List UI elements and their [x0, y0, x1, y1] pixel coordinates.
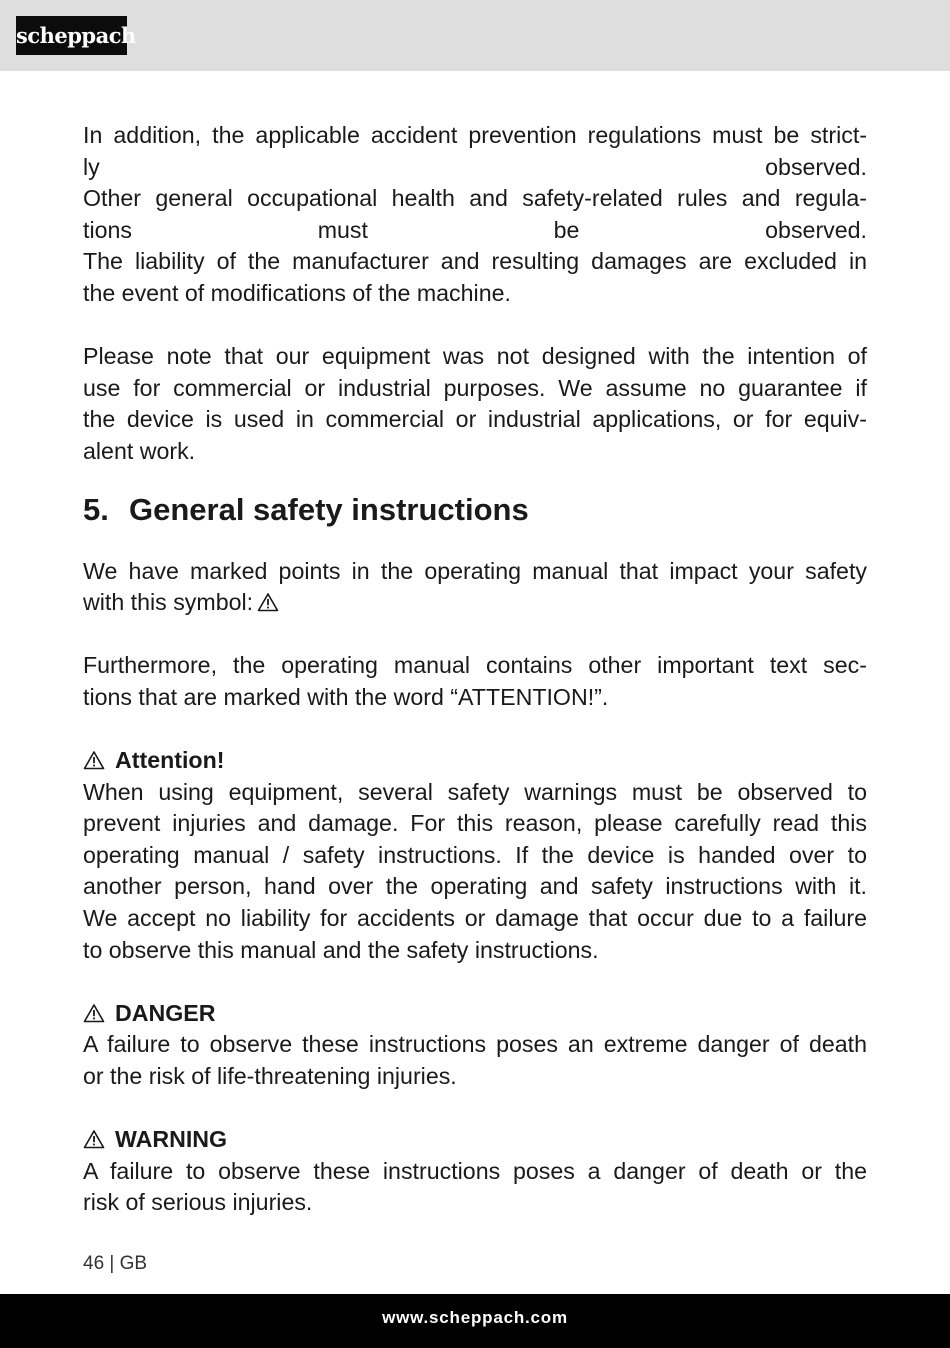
paragraph-regulations: [83, 120, 867, 310]
page-footer: [0, 1294, 950, 1348]
text-line: In addition, the applicable accident prevention regulations must be strict-: [83, 122, 867, 148]
page-number: [83, 1253, 147, 1275]
paragraph-danger: [83, 1029, 867, 1092]
page-number-value: 46: [83, 1253, 105, 1274]
text-line: We accept no liability for accidents or damage that occur due to a failure: [83, 905, 867, 932]
main-content: [83, 120, 867, 1219]
attention-label-text: Attention!: [115, 747, 225, 774]
section-number: 5.: [83, 491, 109, 527]
text-line: to observe this manual and the safety instructions.: [83, 936, 599, 963]
danger-label-text: DANGER: [115, 999, 216, 1026]
warning-triangle-icon: [83, 1003, 105, 1023]
text-line: Other general occupational health and safety-related rules and regula-: [83, 185, 867, 212]
paragraph-attention-marking: [83, 650, 867, 713]
page-language: GB: [119, 1253, 148, 1274]
text-line: the event of modifications of the machine.: [83, 279, 511, 306]
text-line: ly observed.: [83, 153, 867, 180]
section-title: General safety instructions: [129, 491, 529, 527]
text-line: alent work.: [83, 437, 196, 464]
text-line: use for commercial or industrial purposes. We assume no guarantee if: [83, 374, 867, 401]
text-line: risk of serious injuries.: [83, 1189, 313, 1216]
warning-triangle-icon: [257, 592, 279, 612]
scheppach-logo: scheppach: [16, 16, 127, 55]
danger-label: [83, 998, 867, 1030]
paragraph-safety-symbol: [83, 556, 867, 619]
text-line: operating manual / safety instructions. If the device is handed over to: [83, 841, 867, 868]
attention-label: [83, 745, 867, 777]
paragraph-warning: [83, 1156, 867, 1219]
paragraph-commercial-use: [83, 341, 867, 467]
text-line: another person, hand over the operating and safety instructions with it.: [83, 873, 867, 900]
paragraph-attention: [83, 777, 867, 967]
warning-label: [83, 1124, 867, 1156]
page-header: [0, 0, 950, 71]
text-line: A failure to observe these instructions poses an extreme danger of death: [83, 1031, 867, 1058]
text-line: tions must be observed.: [83, 216, 867, 243]
text-line: with this symbol:: [83, 589, 254, 616]
section-heading: [83, 490, 867, 530]
text-line: prevent injuries and damage. For this reason, please carefully read this: [83, 810, 867, 837]
text-line: Furthermore, the operating manual contains other important text sec-: [83, 652, 867, 679]
text-line: the device is used in commercial or industrial applications, or for equiv-: [83, 406, 867, 433]
text-line: Please note that our equipment was not designed with the intention of: [83, 343, 867, 370]
text-line: tions that are marked with the word “ATTENTION!”.: [83, 683, 609, 710]
page-number-separator: |: [109, 1253, 115, 1274]
text-line: A failure to observe these instructions poses a danger of death or the: [83, 1157, 867, 1184]
text-line: The liability of the manufacturer and resulting damages are excluded in: [83, 248, 867, 275]
website-link[interactable]: www.scheppach.com: [382, 1308, 568, 1327]
warning-triangle-icon: [83, 1129, 105, 1149]
warning-label-text: WARNING: [115, 1126, 228, 1153]
text-line: When using equipment, several safety warnings must be observed to: [83, 778, 867, 805]
text-line: or the risk of life-threatening injuries.: [83, 1063, 457, 1090]
text-line: We have marked points in the operating manual that impact your safety: [83, 557, 867, 584]
warning-triangle-icon: [83, 750, 105, 770]
